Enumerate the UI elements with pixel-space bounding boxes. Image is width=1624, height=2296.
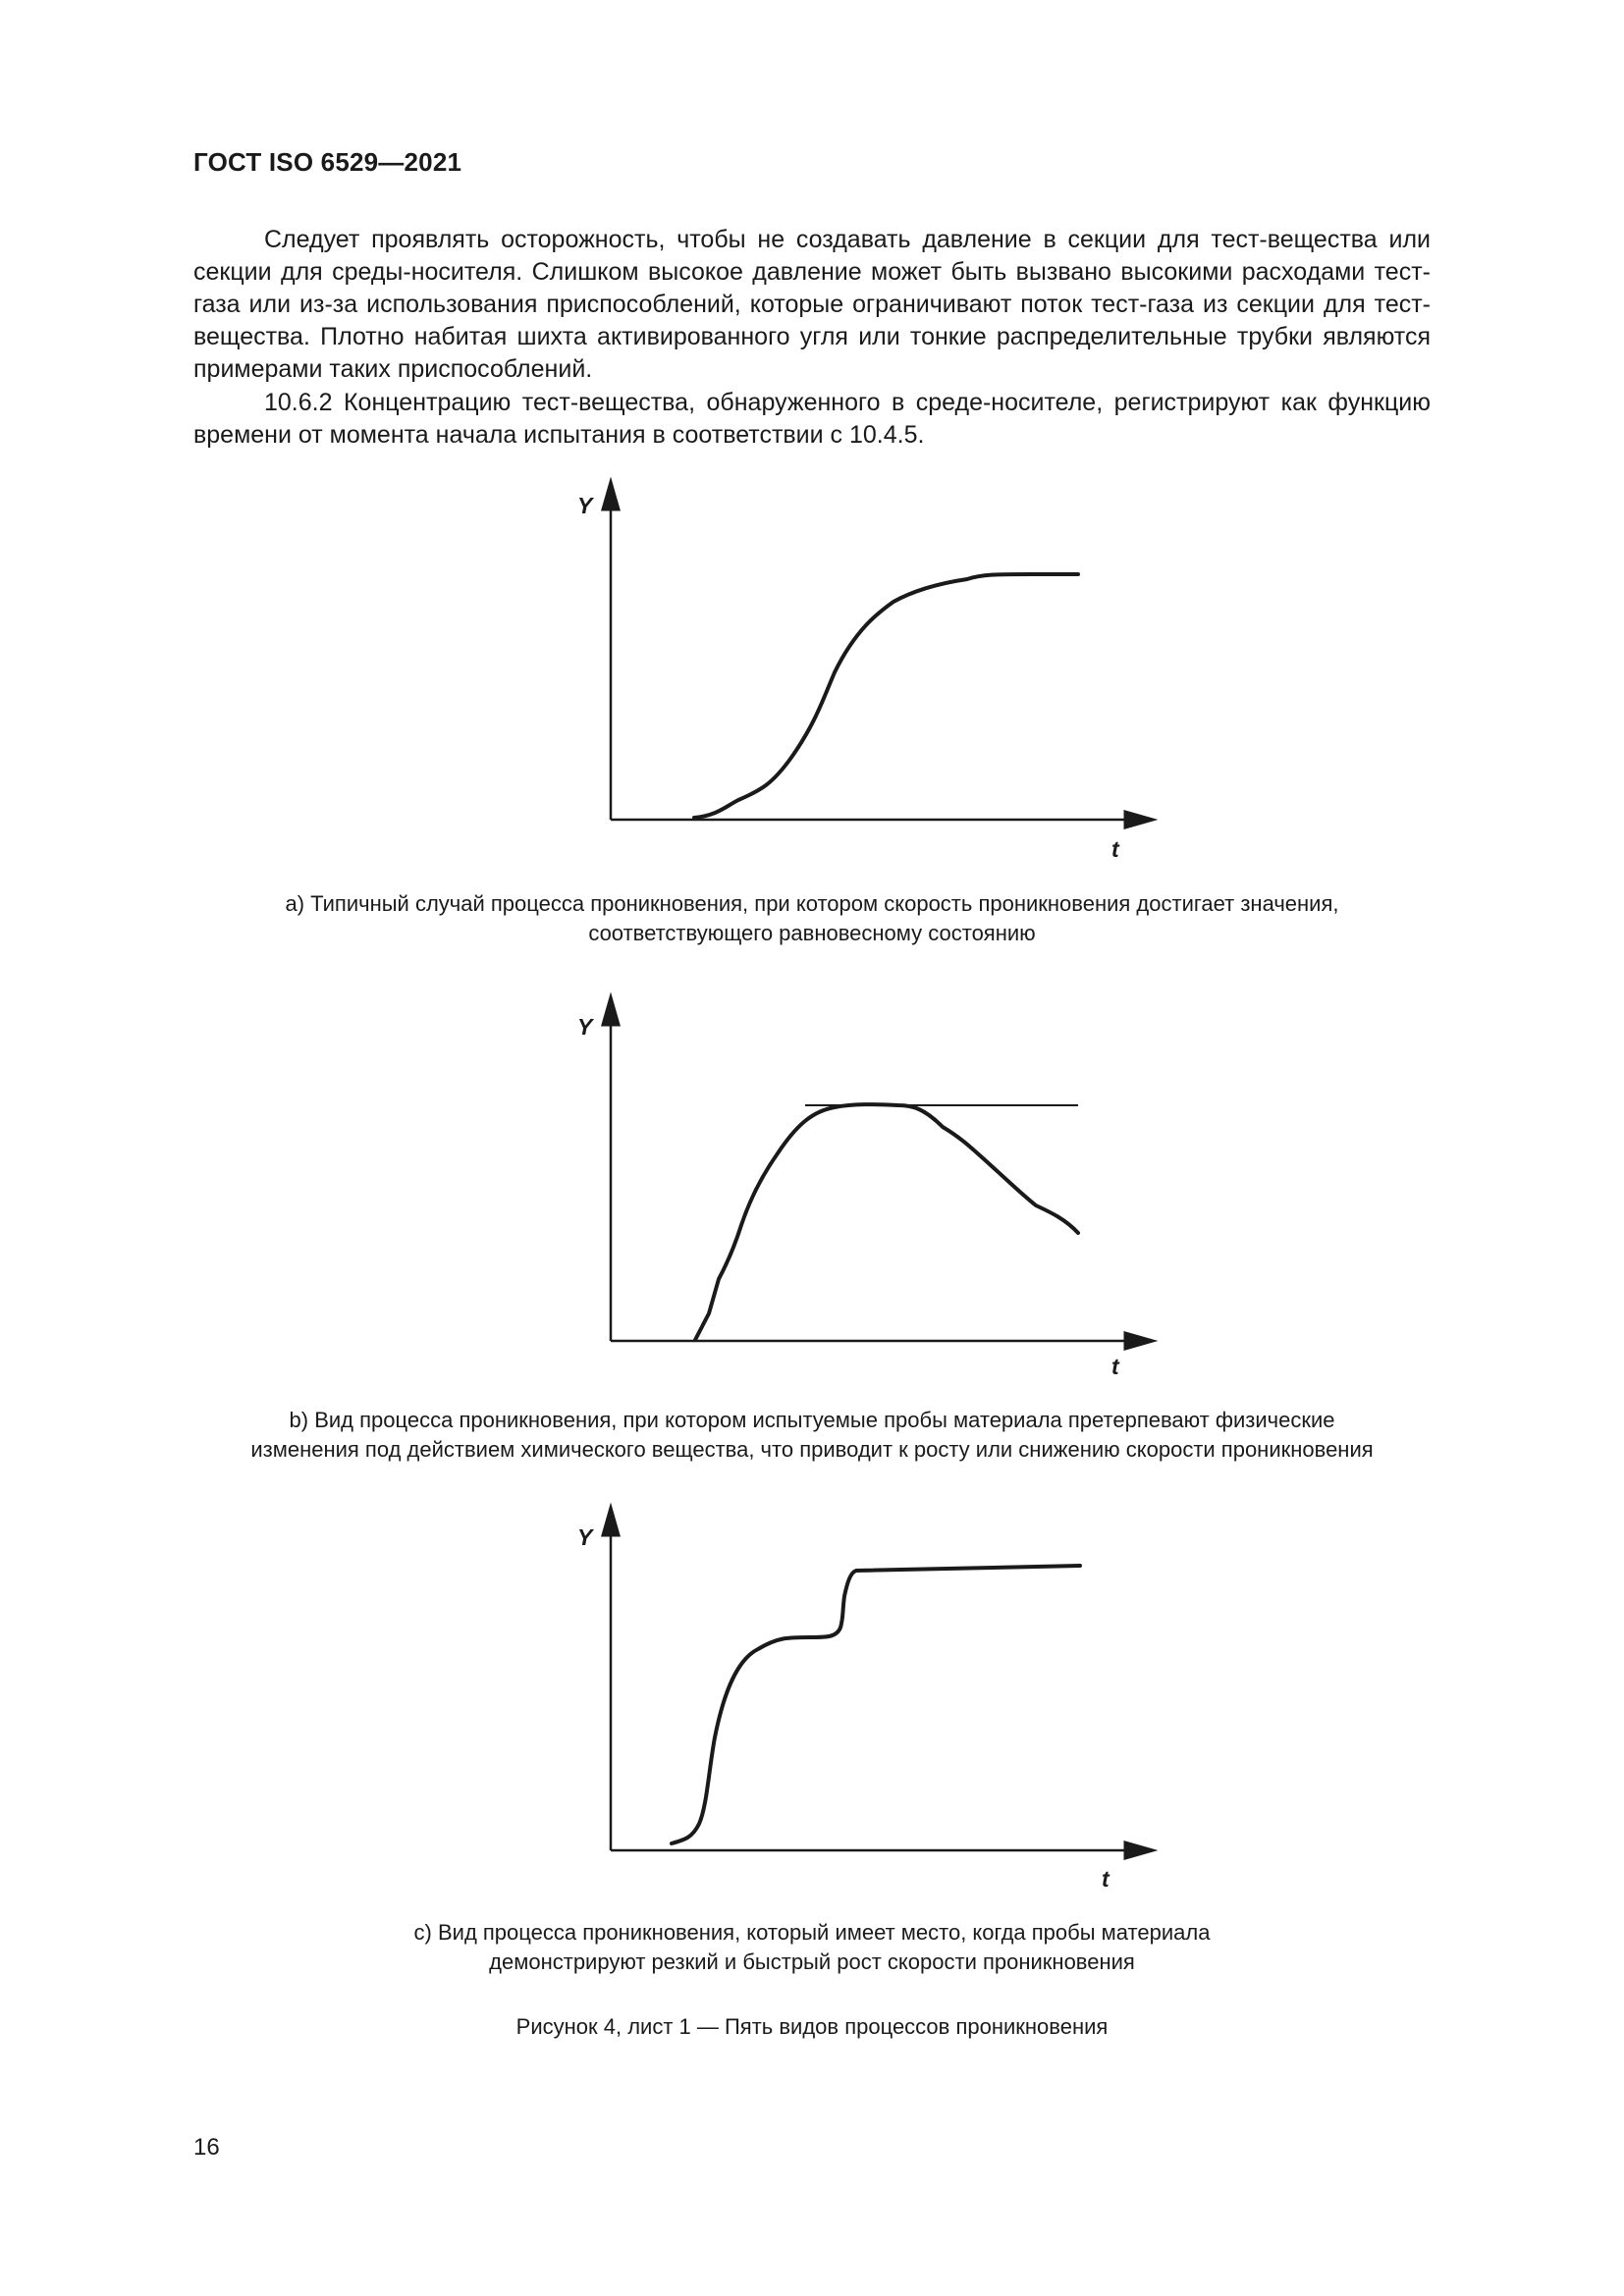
- figure-c-y-label: Y: [577, 1524, 593, 1550]
- figure-title: Рисунок 4, лист 1 — Пять видов процессов проникновения: [515, 2014, 1109, 2039]
- figure-a-caption: [193, 889, 1431, 948]
- figure-b-caption: [193, 1406, 1431, 1465]
- figure-c-curve: [672, 1566, 1080, 1843]
- figure-a-curve: [694, 574, 1078, 818]
- document-header: ГОСТ ISO 6529—2021: [193, 147, 462, 177]
- figure-a-caption-line2: соответствующего равновесному состоянию: [588, 921, 1036, 945]
- paragraph-caution: Следует проявлять осторожность, чтобы не создавать давление в секции для тест-вещества или секции для среды-носителя. Слишком высокое давление может быть вызвано высокими расходами тест-газа или из-за использования приспособлений, которые ограничивают поток тест-газа из секции для тест-вещества. Плотно набитая шихта активированного угля или тонкие распределительные трубки являются примерами таких приспособлений.: [193, 226, 1431, 383]
- figure-b-x-label: t: [1111, 1354, 1119, 1379]
- figure-b: [569, 1001, 1159, 1384]
- figure-b-y-label: Y: [577, 1014, 593, 1040]
- figure-c: [569, 1512, 1159, 1895]
- figure-c-caption-line1: c) Вид процесса проникновения, который имеет место, когда пробы материала: [413, 1920, 1211, 1945]
- paragraph-10-6-2: 10.6.2 Концентрацию тест-вещества, обнаруженного в среде-носителе, регистрируют как функцию времени от момента начала испытания в соответствии с 10.4.5.: [193, 389, 1431, 449]
- figure-b-plot: [569, 1001, 1159, 1384]
- figure-b-curve: [695, 1104, 1078, 1340]
- page-number: 16: [193, 2134, 220, 2161]
- figure-c-plot: [569, 1512, 1159, 1895]
- figure-c-x-label: t: [1102, 1866, 1110, 1892]
- figure-b-caption-line1: b) Вид процесса проникновения, при котором испытуемые пробы материала претерпевают физические: [289, 1408, 1335, 1432]
- figure-a-plot: [569, 486, 1159, 869]
- figure-c-caption: [193, 1918, 1431, 1977]
- figure-c-caption-line2: демонстрируют резкий и быстрый рост скорости проникновения: [489, 1949, 1135, 1974]
- body-text: [193, 224, 1431, 452]
- figure-a-caption-line1: a) Типичный случай процесса проникновения, при котором скорость проникновения достигает значения,: [285, 891, 1339, 916]
- figure-a: [569, 486, 1159, 869]
- figure-a-x-label: t: [1111, 836, 1119, 862]
- figure-b-caption-line2: изменения под действием химического вещества, что приводит к росту или снижению скорости проникновения: [250, 1437, 1374, 1462]
- figure-a-y-label: Y: [577, 493, 593, 518]
